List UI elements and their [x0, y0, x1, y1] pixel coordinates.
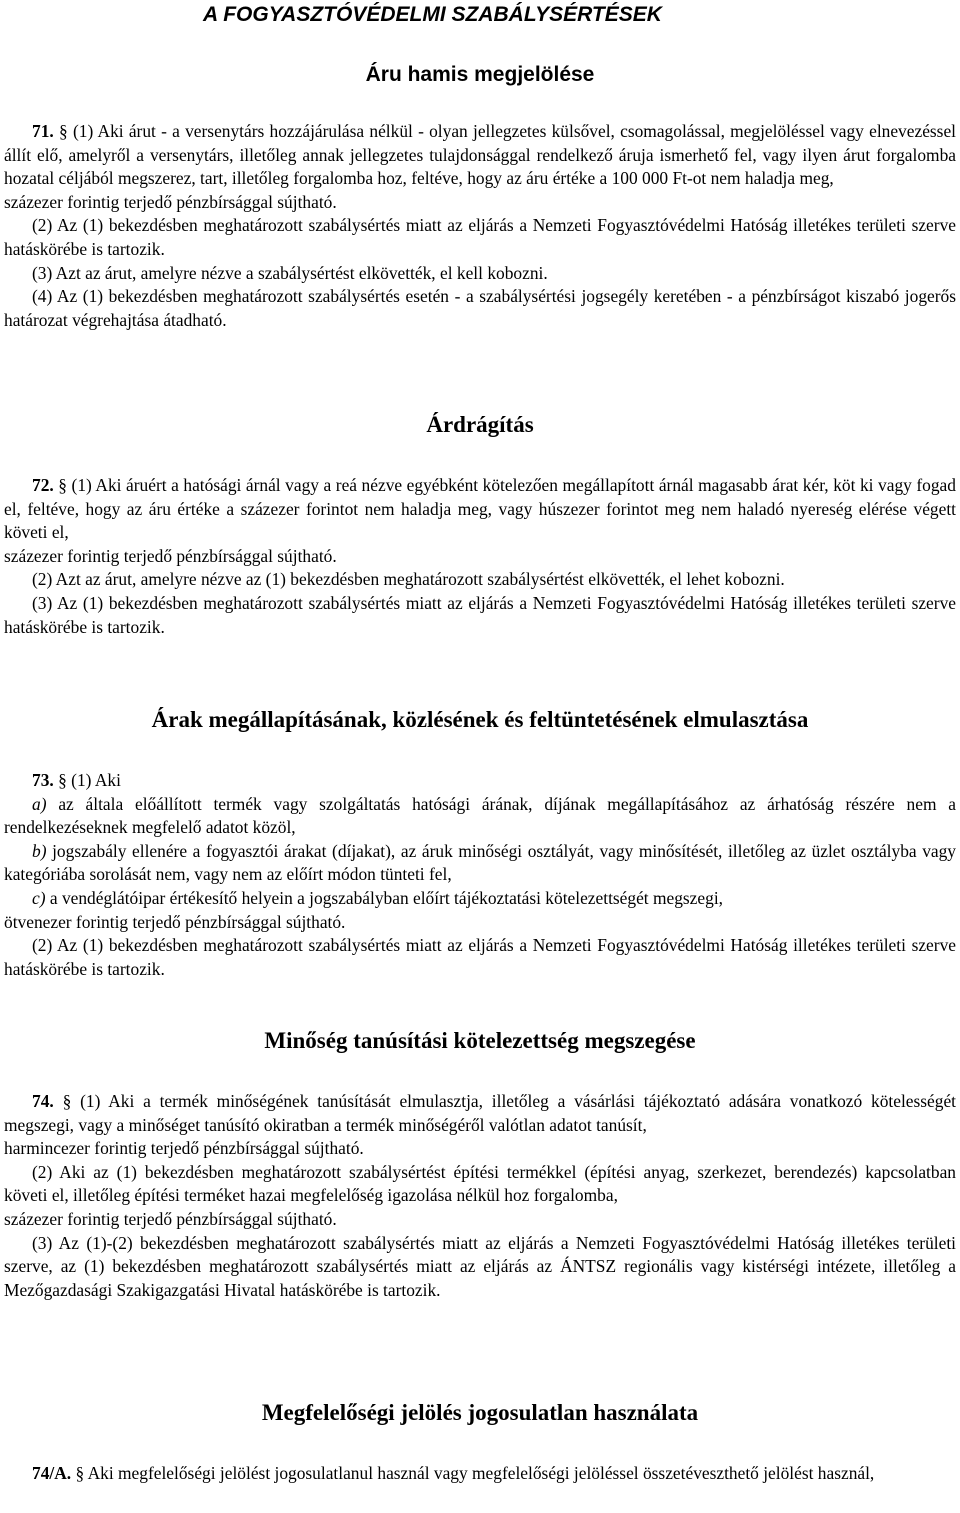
paragraph-72-2: (2) Azt az árut, amelyre nézve az (1) bekezdésben meghatározott szabálysértést elkövették, el lehet kobozni.	[32, 569, 785, 590]
paragraph-text: (1) Aki áruért a hatósági árnál vagy a reá nézve egyébként kötelezően megállapított árnál magasabb árat kér, köt ki vagy fogad el, feltéve, hogy az áru értéke a százezer forintot nem haladja meg, vagy húszezer forintot meg nem haladó nyereség elérése végett követi el,	[4, 475, 956, 543]
paragraph-71-4: (4) Az (1) bekezdésben meghatározott szabálysértés esetén - a szabálysértési jogsegély keretében - a pénzbírságot kiszabó jogerős határozat végrehajtása átadható.	[4, 286, 956, 330]
item-text: jogszabály ellenére a fogyasztói árakat (díjakat), az áruk minőségi osztályát, vagy minősítését, illetőleg az üzlet osztályba vagy kategóriába sorolását nem, vagy nem az előírt módon tünteti fel,	[4, 840, 957, 885]
paragraph-71-2: (2) Az (1) bekezdésben meghatározott szabálysértés miatt az eljárás a Nemzeti Fogyasztóvédelmi Hatóság illetékes területi szerve hatáskörébe is tartozik.	[4, 215, 956, 259]
penalty-line: ötvenezer forintig terjedő pénzbírsággal sújtható.	[4, 911, 346, 932]
paragraph-text: (1) Aki	[71, 770, 121, 790]
list-item-c	[4, 887, 956, 911]
paragraph-sign: §	[58, 770, 67, 790]
paragraph-74a-1	[4, 1462, 956, 1486]
penalty-line: százezer forintig terjedő pénzbírsággal sújtható.	[4, 1208, 337, 1229]
paragraph-73-2: (2) Az (1) bekezdésben meghatározott szabálysértés miatt az eljárás a Nemzeti Fogyasztóvédelmi Hatóság illetékes területi szerve hatáskörébe is tartozik.	[4, 935, 956, 979]
section-heading-73: Árak megállapításának, közlésének és feltüntetésének elmulasztása	[151, 707, 809, 732]
paragraph-72-1	[4, 474, 956, 545]
list-item-b	[4, 840, 956, 887]
document-title: A FOGYASZTÓVÉDELMI SZABÁLYSÉRTÉSEK	[203, 3, 662, 26]
paragraph-74-1	[4, 1090, 956, 1137]
penalty-line: százezer forintig terjedő pénzbírsággal sújtható.	[4, 191, 337, 212]
paragraph-text: Aki megfelelőségi jelölést jogosulatlanul használ vagy megfelelőségi jelöléssel összetéveszthető jelölést használ,	[87, 1463, 875, 1483]
section-body-73	[4, 769, 956, 981]
item-text: a vendéglátóipar értékesítő helyein a jogszabályban előírt tájékoztatási kötelezettségét megszegi,	[49, 887, 723, 908]
section-number: 74/A.	[32, 1463, 72, 1483]
section-body-71	[4, 120, 956, 332]
section-heading-74a: Megfelelőségi jelölés jogosulatlan használata	[261, 1400, 699, 1425]
paragraph-74-3: (3) Az (1)-(2) bekezdésben meghatározott szabálysértés miatt az eljárás a Nemzeti Fogyasztóvédelmi Hatóság illetékes területi szerve, az (1) bekezdésben meghatározott szabálysértés miatt az eljárás az ÁNTSZ regionális vagy kistérségi intézete, illetőleg a Mezőgazdasági Szakigazgatási Hivatal hatáskörébe is tartozik.	[4, 1232, 956, 1300]
paragraph-sign: §	[62, 1091, 72, 1111]
section-heading-71: Áru hamis megjelölése	[365, 63, 595, 86]
paragraph-71-1	[4, 120, 956, 191]
paragraph-72-3: (3) Az (1) bekezdésben meghatározott szabálysértés miatt az eljárás a Nemzeti Fogyasztóvédelmi Hatóság illetékes területi szerve hatáskörébe is tartozik.	[4, 592, 956, 637]
section-number: 71.	[32, 121, 54, 141]
paragraph-74-2: (2) Aki az (1) bekezdésben meghatározott szabálysértést építési termékkel (építési anyag, szerkezet, berendezés) kapcsolatban követi el, illetőleg építési terméket hazai megfelelőség igazolása nélkül hoz forgalomba,	[4, 1161, 956, 1206]
paragraph-text: (1) Aki a termék minőségének tanúsítását elmulasztja, illetőleg a vásárlási tájékoztató adására vonatkozó kötelességét megszegi, vagy a minőséget tanúsító okiratban a termék minőségéről valótlan adatot tanúsít,	[4, 1091, 956, 1135]
item-letter: c)	[32, 887, 46, 908]
list-item-a	[4, 793, 956, 840]
section-body-74a	[4, 1462, 956, 1486]
paragraph-sign: §	[75, 1463, 85, 1483]
paragraph-sign: §	[58, 475, 67, 495]
section-body-72	[4, 474, 956, 639]
section-number: 72.	[32, 475, 54, 495]
paragraph-71-3: (3) Azt az árut, amelyre nézve a szabálysértést elkövették, el kell kobozni.	[32, 262, 548, 283]
section-heading-72: Árdrágítás	[426, 412, 534, 437]
item-letter: b)	[32, 840, 47, 861]
penalty-line: harmincezer forintig terjedő pénzbírsággal sújtható.	[4, 1138, 364, 1159]
section-heading-74: Minőség tanúsítási kötelezettség megszegése	[264, 1028, 696, 1053]
paragraph-text: (1) Aki árut - a versenytárs hozzájárulása nélkül - olyan jellegzetes külsővel, csomagolással, megjelöléssel vagy elnevezéssel állít elő, amelyről a versenytárs, illetőleg annak jellegzetes tulajdonsággal rendelkező áruja ismerhető fel, vagy ilyen árut forgalomba hozatal céljából megszerez, tart, illetőleg forgalomba hoz, feltéve, hogy az áru értéke a 100 000 Ft-ot nem haladja meg,	[4, 121, 956, 189]
item-text: az általa előállított termék vagy szolgáltatás hatósági árának, díjának megállapításához az árhatóság részére nem a rendelkezéseknek megfelelő adatot közöl,	[4, 793, 956, 838]
section-number: 74.	[32, 1091, 54, 1111]
item-letter: a)	[32, 793, 47, 814]
penalty-line: százezer forintig terjedő pénzbírsággal sújtható.	[4, 545, 337, 566]
paragraph-73-intro	[4, 769, 956, 793]
paragraph-sign: §	[59, 121, 68, 141]
section-number: 73.	[32, 770, 54, 790]
section-body-74	[4, 1090, 956, 1302]
